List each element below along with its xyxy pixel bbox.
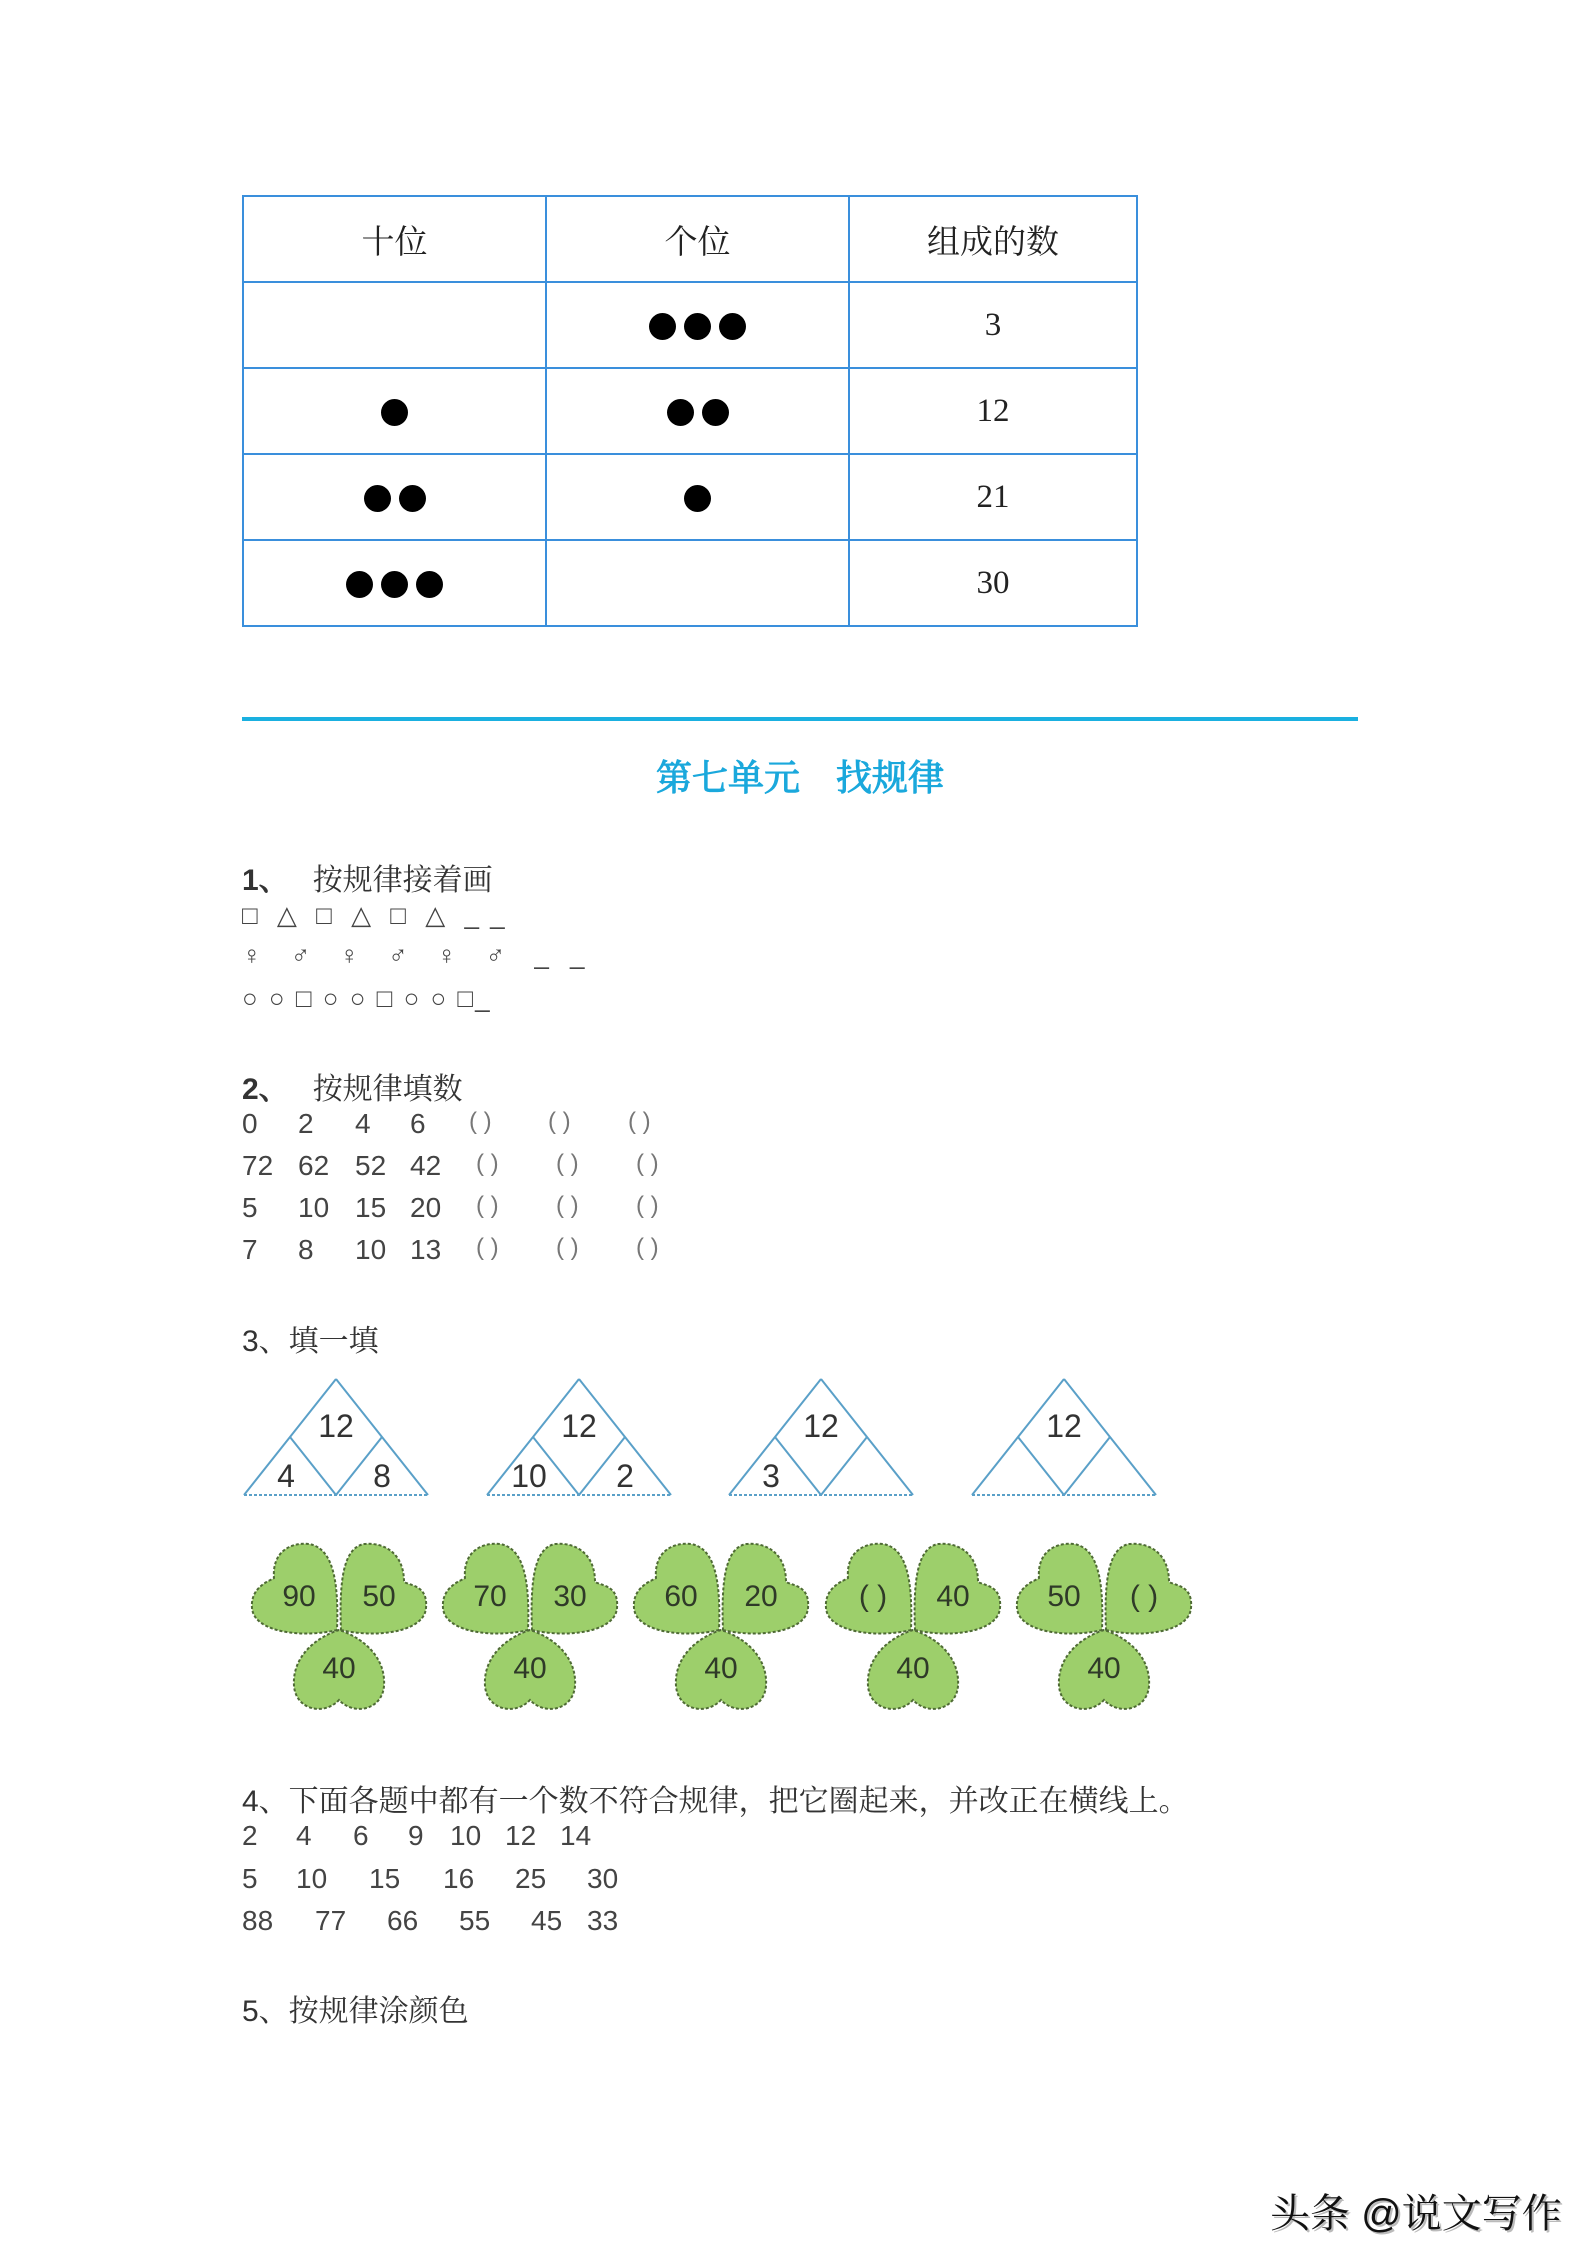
q1-row [242, 940, 587, 971]
tens-cell [243, 368, 546, 454]
tens-cell [243, 282, 546, 368]
answer-blank[interactable]: ( ) [556, 1192, 579, 1219]
number-triangle [970, 1375, 1170, 1505]
number-triangle [727, 1375, 927, 1505]
shape-sequence: ○ ○ □ ○ ○ □ ○ ○ □ [242, 983, 476, 1013]
sequence-number[interactable]: 12 [505, 1820, 537, 1851]
sequence-number[interactable]: 10 [296, 1863, 328, 1894]
answer-blank[interactable]: ( ) [636, 1192, 659, 1219]
ones-cell [546, 454, 849, 540]
sequence-number: 20 [410, 1192, 442, 1223]
sequence-number: 15 [355, 1192, 387, 1223]
ones-cell [546, 368, 849, 454]
clover-bottom-number: 40 [896, 1652, 930, 1685]
q1-number: 1、 [242, 864, 289, 897]
sequence-number[interactable]: 15 [369, 1863, 401, 1894]
number-clover [244, 1538, 434, 1718]
number-cell: 30 [849, 540, 1137, 626]
shape-sequence: □ △ □ △ □ △ [242, 900, 452, 930]
sequence-number[interactable]: 45 [531, 1905, 563, 1936]
clover-right-number: 20 [744, 1580, 778, 1613]
number-cell: 3 [849, 282, 1137, 368]
clover-left-number: 90 [282, 1580, 316, 1613]
sequence-number: 6 [410, 1108, 426, 1139]
counter-dot [381, 399, 408, 426]
header-number: 组成的数 [849, 196, 1137, 282]
table-row [243, 368, 1137, 454]
sequence-number: 10 [355, 1234, 387, 1265]
sequence-number[interactable]: 5 [242, 1863, 258, 1894]
clover-left-number[interactable]: ( ) [858, 1580, 888, 1613]
triangle-left-number[interactable]: 10 [511, 1458, 547, 1494]
triangle-top-number: 12 [803, 1408, 839, 1444]
table-row [243, 540, 1137, 626]
answer-blank[interactable]: _ _ [464, 900, 507, 930]
answer-blank[interactable]: ( ) [476, 1234, 499, 1261]
table-row [243, 454, 1137, 540]
answer-blank[interactable]: ( ) [556, 1234, 579, 1261]
sequence-number: 4 [355, 1108, 371, 1139]
counter-dot [702, 399, 729, 426]
answer-blank[interactable]: ( ) [636, 1234, 659, 1261]
table-header-row [243, 196, 1137, 282]
sequence-number: 5 [242, 1192, 258, 1223]
number-clover [818, 1538, 1008, 1718]
sequence-number[interactable]: 25 [515, 1863, 547, 1894]
ones-cell [546, 282, 849, 368]
number-triangle [485, 1375, 685, 1505]
sequence-number[interactable]: 66 [387, 1905, 419, 1936]
answer-blank[interactable]: ( ) [548, 1108, 571, 1135]
ones-cell [546, 540, 849, 626]
clover-bottom-number: 40 [1087, 1652, 1121, 1685]
clover-bottom-number: 40 [322, 1652, 356, 1685]
sequence-number[interactable]: 2 [242, 1820, 258, 1851]
counter-dot [416, 571, 443, 598]
unit-title: 第七单元 找规律 [655, 757, 944, 798]
sequence-number[interactable]: 9 [408, 1820, 424, 1851]
triangle-top-number: 12 [561, 1408, 597, 1444]
clover-right-number: 30 [553, 1580, 587, 1613]
sequence-number: 62 [298, 1150, 330, 1181]
tens-cell [243, 454, 546, 540]
clover-left-number: 60 [664, 1580, 698, 1613]
table-row [243, 282, 1137, 368]
number-cell: 12 [849, 368, 1137, 454]
q2-number: 2、 [242, 1073, 289, 1106]
clover-bottom-number: 40 [704, 1652, 738, 1685]
triangle-line [821, 1437, 867, 1495]
sequence-number: 42 [410, 1150, 442, 1181]
triangle-left-number[interactable]: 3 [762, 1458, 780, 1494]
q1-heading [242, 855, 493, 899]
q2-title: 按规律填数 [312, 1073, 463, 1106]
place-value-table [242, 195, 1138, 627]
header-ones: 个位 [546, 196, 849, 282]
q1-row [242, 983, 492, 1014]
counter-dot [684, 485, 711, 512]
sequence-number[interactable]: 4 [296, 1820, 312, 1851]
clover-left-number: 50 [1047, 1580, 1081, 1613]
triangle-left-number[interactable]: 4 [277, 1458, 295, 1494]
answer-blank[interactable]: _ [475, 983, 492, 1013]
triangle-top-number: 12 [318, 1408, 354, 1444]
sequence-number: 10 [298, 1192, 330, 1223]
sequence-number[interactable]: 14 [560, 1820, 592, 1851]
sequence-number[interactable]: 10 [450, 1820, 482, 1851]
sequence-number: 52 [355, 1150, 387, 1181]
counter-dot [364, 485, 391, 512]
triangle-line [290, 1437, 336, 1495]
watermark: 头条 @说文写作 [1270, 2192, 1562, 2236]
counter-dot [381, 571, 408, 598]
sequence-number: 13 [410, 1234, 442, 1265]
counter-dot [684, 313, 711, 340]
answer-blank[interactable]: ( ) [636, 1150, 659, 1177]
q5-heading: 5、按规律涂颜色 [242, 1995, 469, 2028]
answer-blank[interactable]: ( ) [469, 1108, 492, 1135]
answer-blank[interactable]: ( ) [628, 1108, 651, 1135]
sequence-number[interactable]: 55 [459, 1905, 491, 1936]
answer-blank[interactable]: ( ) [476, 1192, 499, 1219]
triangle-line [1018, 1437, 1064, 1495]
answer-blank[interactable]: ( ) [476, 1150, 499, 1177]
sequence-number[interactable]: 30 [587, 1863, 619, 1894]
answer-blank[interactable]: ( ) [556, 1150, 579, 1177]
header-tens: 十位 [243, 196, 546, 282]
q2-heading [242, 1064, 463, 1108]
sequence-number[interactable]: 16 [443, 1863, 475, 1894]
q1-title: 按规律接着画 [312, 864, 493, 897]
sequence-number: 0 [242, 1108, 258, 1139]
clover-right-number[interactable]: ( ) [1129, 1580, 1159, 1613]
sequence-number[interactable]: 77 [315, 1905, 347, 1936]
counter-dot [346, 571, 373, 598]
clover-right-number: 40 [936, 1580, 970, 1613]
answer-blank[interactable]: _ _ [534, 940, 587, 970]
number-clover [626, 1538, 816, 1718]
q1-row [242, 900, 507, 931]
sequence-number: 2 [298, 1108, 314, 1139]
clover-left-number: 70 [473, 1580, 507, 1613]
number-triangle [242, 1375, 442, 1505]
number-cell: 21 [849, 454, 1137, 540]
sequence-number: 72 [242, 1150, 274, 1181]
tens-cell [243, 540, 546, 626]
triangle-line [1064, 1437, 1110, 1495]
section-divider [242, 717, 1358, 721]
clover-bottom-number: 40 [513, 1652, 547, 1685]
triangle-right-number[interactable]: 2 [616, 1458, 634, 1494]
counter-dot [649, 313, 676, 340]
sequence-number: 8 [298, 1234, 314, 1265]
triangle-line [775, 1437, 821, 1495]
sequence-number[interactable]: 88 [242, 1905, 274, 1936]
q3-heading: 3、填一填 [242, 1325, 379, 1358]
triangle-right-number[interactable]: 8 [373, 1458, 391, 1494]
counter-dot [667, 399, 694, 426]
sequence-number[interactable]: 33 [587, 1905, 619, 1936]
clover-right-number: 50 [362, 1580, 396, 1613]
sequence-number[interactable]: 6 [353, 1820, 369, 1851]
counter-dot [719, 313, 746, 340]
q4-heading: 4、下面各题中都有一个数不符合规律，把它圈起来，并改正在横线上。 [242, 1785, 1189, 1818]
number-clover [1009, 1538, 1199, 1718]
counter-dot [399, 485, 426, 512]
sequence-number: 7 [242, 1234, 258, 1265]
triangle-top-number: 12 [1046, 1408, 1082, 1444]
number-clover [435, 1538, 625, 1718]
symbol-sequence: ♀ ♂ ♀ ♂ ♀ ♂ [242, 940, 512, 970]
